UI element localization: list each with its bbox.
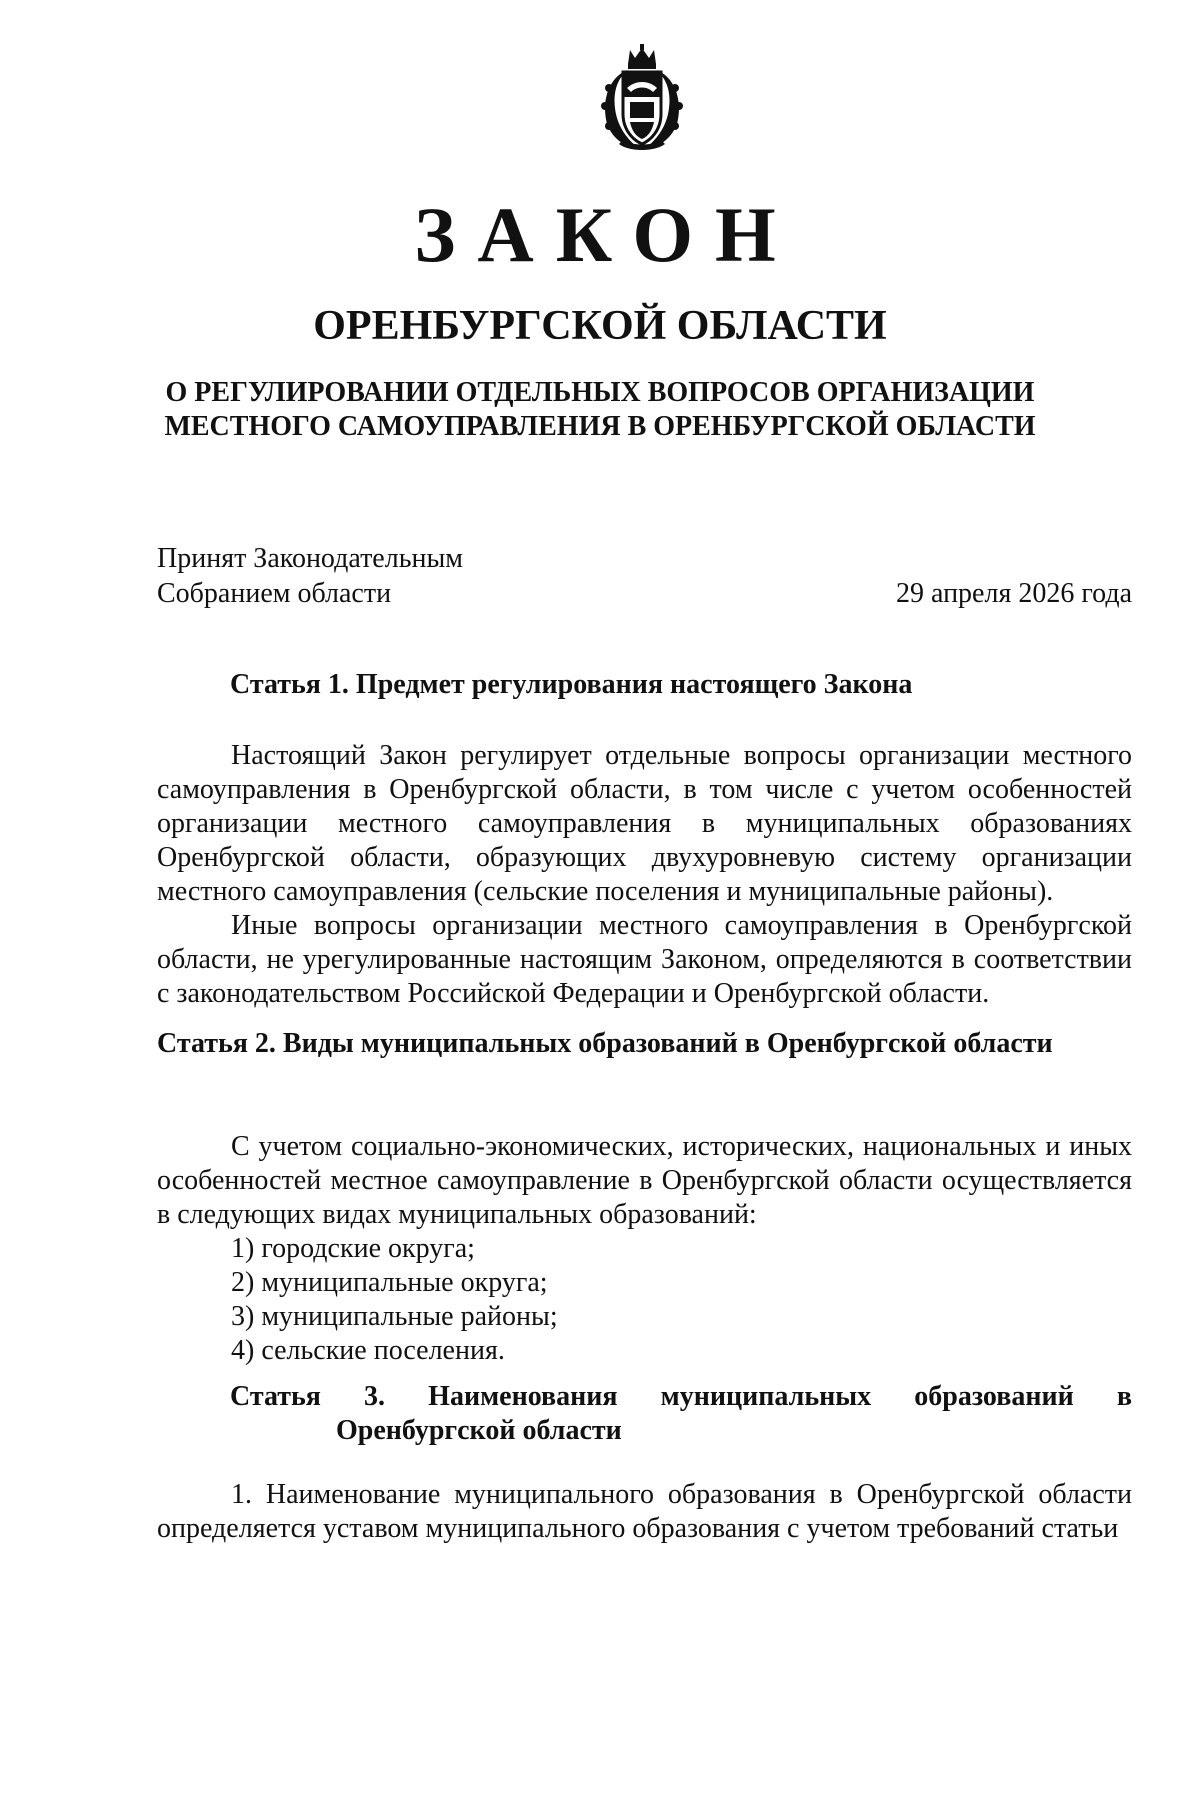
article-3-paragraph-1: 1. Наименование муниципального образования в Оренбургской области определяется уставом муниципального образования с учетом требований статьи bbox=[157, 1479, 1132, 1544]
list-item-1: 1) городские округа; bbox=[231, 1233, 475, 1264]
article-3-body bbox=[157, 1478, 1132, 1546]
list-item-3: 3) муниципальные районы; bbox=[231, 1301, 558, 1332]
region-name: ОРЕНБУРГСКОЙ ОБЛАСТИ bbox=[313, 303, 887, 349]
article-2-body bbox=[157, 1130, 1132, 1368]
adoption-date: 29 апреля 2026 года bbox=[896, 578, 1132, 609]
article-1-body bbox=[157, 739, 1132, 1011]
article-2-intro: С учетом социально-экономических, исторических, национальных и иных особенностей местное самоуправление в Оренбургской области осуществляется в следующих видах муниципальных образований: bbox=[157, 1131, 1132, 1230]
adoption-line-2: Собранием области bbox=[157, 578, 392, 609]
article-1-paragraph-2: Иные вопросы организации местного самоуправления в Оренбургской области, не урегулированные настоящим Законом, определяются в соответствии с законодательством Российской Федерации и Оренбургской области. bbox=[157, 910, 1132, 1009]
law-subject bbox=[0, 376, 1200, 444]
article-3-heading-text: Статья 3. Наименования муниципальных образований в Оренбургской области bbox=[230, 1381, 1132, 1446]
list-item-2: 2) муниципальные округа; bbox=[231, 1267, 548, 1298]
article-2-heading-text: Статья 2. Виды муниципальных образований в Оренбургской области bbox=[157, 1028, 1053, 1059]
list-item-4: 4) сельские поселения. bbox=[231, 1335, 505, 1366]
article-1-heading: Статья 1. Предмет регулирования настоящего Закона bbox=[230, 669, 913, 700]
law-subject-line-1: О РЕГУЛИРОВАНИИ ОТДЕЛЬНЫХ ВОПРОСОВ ОРГАНИЗАЦИИ bbox=[165, 377, 1035, 408]
article-2-heading bbox=[157, 1027, 1132, 1061]
adoption-body bbox=[157, 541, 463, 611]
adoption-line-1: Принят Законодательным bbox=[157, 543, 463, 574]
document-title: ЗАКОН bbox=[414, 191, 798, 278]
coat-of-arms-icon bbox=[597, 44, 687, 152]
law-subject-line-2: МЕСТНОГО САМОУПРАВЛЕНИЯ В ОРЕНБУРГСКОЙ ОБЛАСТИ bbox=[164, 411, 1036, 442]
article-1-paragraph-1: Настоящий Закон регулирует отдельные вопросы организации местного самоуправления в Оренбургской области, в том числе с учетом особенностей организации местного самоуправления в муниципальных образованиях Оренбургской области, образующих двухуровневую систему организации местного самоуправления (сельские поселения и муниципальные районы). bbox=[157, 740, 1132, 907]
article-3-heading bbox=[157, 1380, 1132, 1448]
